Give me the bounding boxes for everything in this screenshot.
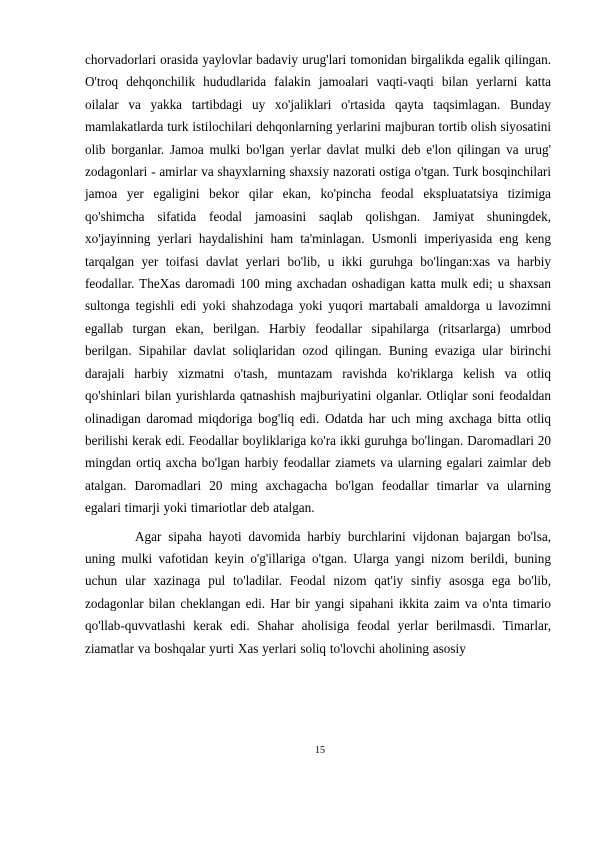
paragraph-1: chorvadorlari orasida yaylovlar badaviy urug'lari tomonidan birgalikda egalik qilingan. O'troq dehqonchilik hududlarida falakin jamoalari vaqti-vaqti bilan yerlarni katta oilalar va yakka tartibdagi uy xo'jaliklari o'rtasida qayta taqsimlagan. Bunday mamlakatlarda turk istilochilari dehqonlarning yerlarini majburan tortib olish siyosatini olib borganlar. Jamoa mulki bo'lgan yerlar davlat mulki deb e'lon qilingan va urug' zodagonlari - amirlar va shayxlarning shaxsiy nazorati ostiga o'tgan. Turk bosqinchilari jamoa yer egaligini bekor qilar ekan, ko'pincha feodal ekspluatatsiya tizimiga qo'shimcha sifatida feodal jamoasini saqlab qolishgan. Jamiyat shuningdek, xo'jayinning yerlari haydalishini ham ta'minlagan. Usmonli imperiyasida eng keng tarqalgan yer toifasi davlat yerlari bo'lib, u ikki guruhga bo'lingan:xas va harbiy feodallar. TheXas daromadi 100 ming axchadan oshadigan katta mulk edi; u shaxsan sultonga tegishli edi yoki shahzodaga yoki yuqori martabali amaldorga u lavozimni egallab turgan ekan, berilgan. Harbiy feodallar sipahilarga (ritsarlarga) umrbod berilgan. Sipahilar davlat soliqlaridan ozod qilingan. Buning evaziga ular birinchi darajali harbiy xizmatni o'tash, muntazam ravishda ko'riklarga kelish va otliq qo'shinlari bilan yurishlarda qatnashish majburiyatini olganlar. Otliqlar soni feodaldan olinadigan daromad miqdoriga bog'liq edi. Odatda har uch ming axchaga bitta otliq berilishi kerak edi. Feodallar boyliklariga ko'ra ikki guruhga bo'lingan. Daromadlari 20 mingdan ortiq axcha bo'lgan harbiy feodallar ziamets va ularning egalari zaimlar deb atalgan. Daromadlari 20 ming axchagacha bo'lgan feodallar timarlar va ularning egalari timarji yoki timariotlar deb atalgan.: [85, 52, 551, 516]
body-text: [85, 49, 551, 660]
paragraph-2: Agar sipaha hayoti davomida harbiy burchlarini vijdonan bajargan bo'lsa, uning mulki vafotidan keyin o'g'illariga o'tgan. Ularga yangi nizom berildi, buning uchun ular xazinaga pul to'ladilar. Feodal nizom qat'iy sinfiy asosga ega bo'lib, zodagonlar bilan cheklangan edi. Har bir yangi sipahani ikkita zaim va o'nta timario qo'llab-quvvatlashi kerak edi. Shahar aholisiga feodal yerlar berilmasdi. Timarlar, ziamatlar va boshqalar yurti Xas yerlari soliq to'lovchi aholining asosiy: [85, 528, 551, 656]
page-number: 15: [315, 745, 325, 756]
